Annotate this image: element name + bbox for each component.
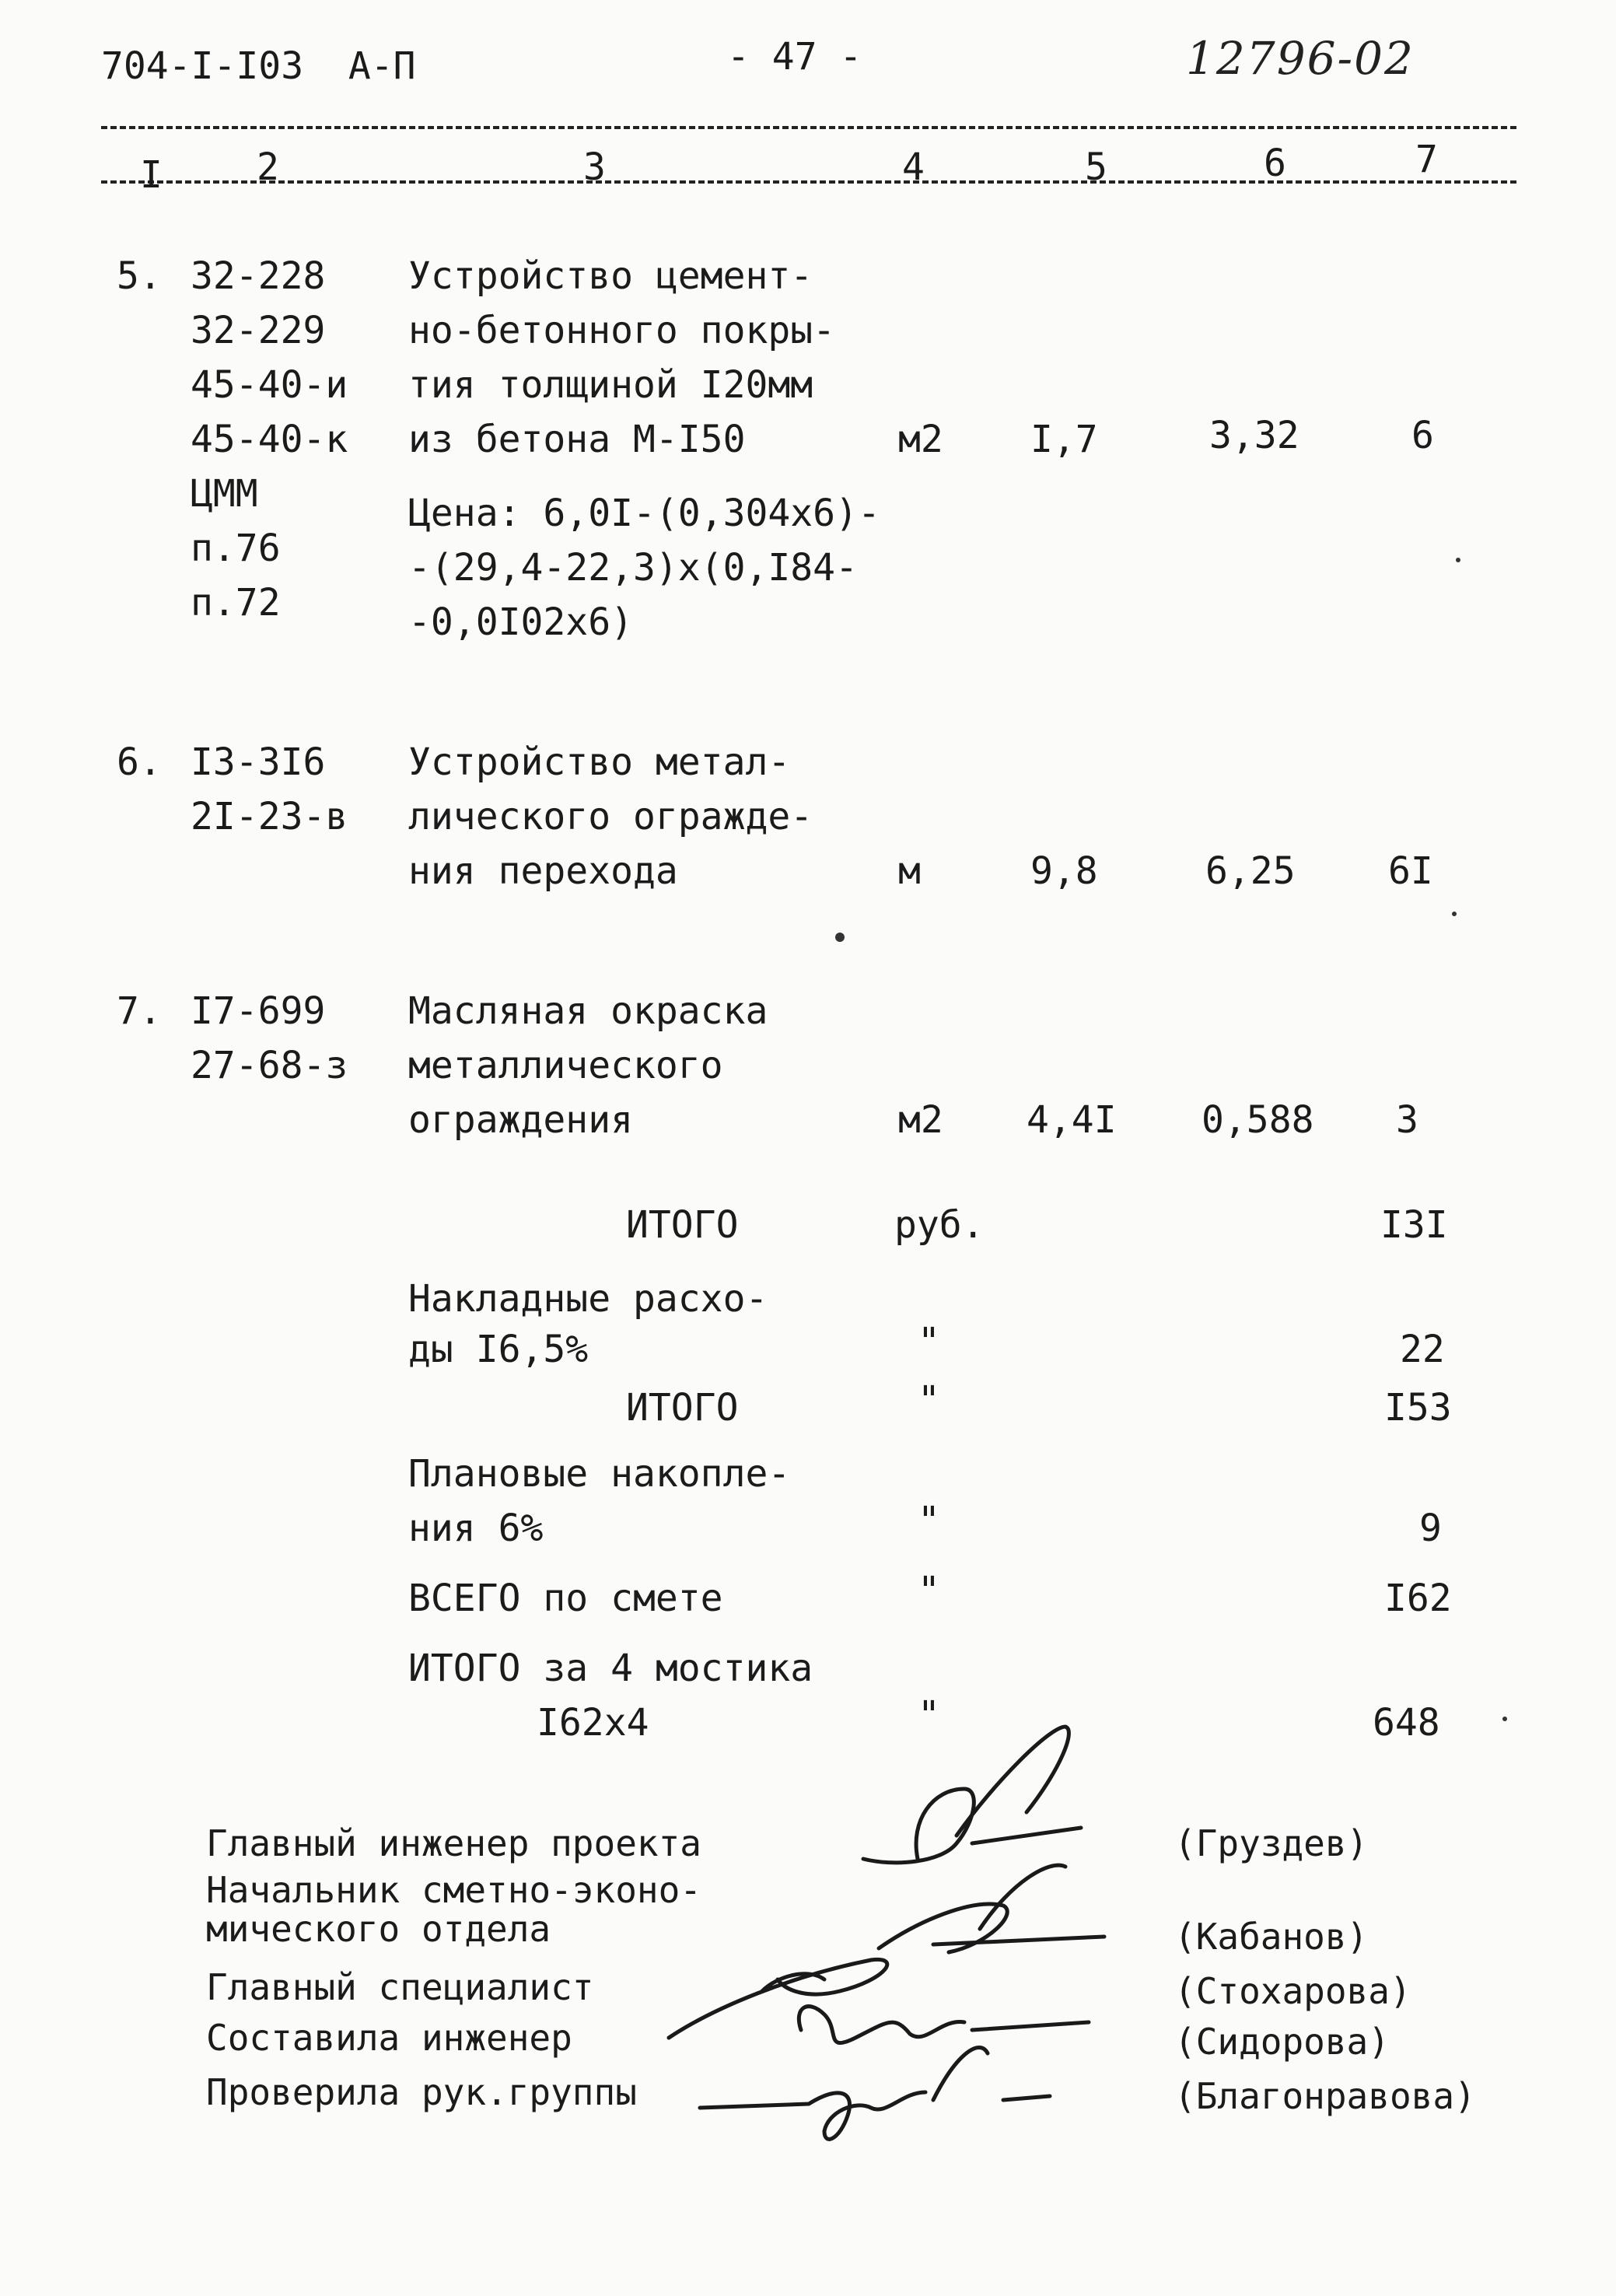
row-number: 7. xyxy=(117,989,162,1033)
four-bridges-label: ИТОГО за 4 мостика xyxy=(408,1647,813,1690)
row-code: п.72 xyxy=(191,581,281,625)
estimate-total-unit: " xyxy=(918,1569,940,1612)
row-code: 32-228 xyxy=(191,254,326,298)
overhead-label: ды I6,5% xyxy=(408,1328,589,1371)
column-header-7: 7 xyxy=(1415,138,1438,181)
column-header-1: I xyxy=(140,153,163,197)
four-bridges-unit: " xyxy=(918,1693,940,1737)
four-bridges-formula: I62х4 xyxy=(537,1701,649,1745)
row-unit: м2 xyxy=(898,1098,943,1142)
signature-name: (Груздев) xyxy=(1174,1822,1369,1864)
handwritten-registration-number: 12796-02 xyxy=(1186,32,1415,85)
row-quantity: 9,8 xyxy=(1030,849,1098,893)
subtotal-value: I3I xyxy=(1380,1203,1448,1247)
column-header-4: 4 xyxy=(902,145,925,189)
signature-name: (Сидорова) xyxy=(1174,2021,1390,2063)
signature-role: Начальник сметно-эконо- xyxy=(206,1869,701,1911)
column-header-6: 6 xyxy=(1264,142,1286,185)
row-code: I3-3I6 xyxy=(191,740,326,784)
price-calculation: -0,0I02х6) xyxy=(408,600,633,644)
row-unit-price: 3,32 xyxy=(1209,414,1299,457)
signature-role: Составила инженер xyxy=(206,2017,572,2059)
row-unit-price: 0,588 xyxy=(1202,1098,1314,1142)
row-total: 6I xyxy=(1388,849,1433,893)
row-total: 6 xyxy=(1411,414,1434,457)
planned-savings-label: Плановые накопле- xyxy=(408,1452,791,1496)
row-quantity: 4,4I xyxy=(1027,1098,1117,1142)
column-header-3: 3 xyxy=(583,145,606,189)
row-code: 27-68-з xyxy=(191,1044,348,1087)
row-number: 6. xyxy=(117,740,162,784)
row-code: п.76 xyxy=(191,527,281,570)
row-quantity: I,7 xyxy=(1030,418,1098,461)
planned-savings-unit: " xyxy=(918,1499,940,1542)
row-total: 3 xyxy=(1396,1098,1418,1142)
subtotal-unit: руб. xyxy=(894,1203,985,1247)
row-description: металлического xyxy=(408,1044,723,1087)
row-description: Устройство цемент- xyxy=(408,254,813,298)
price-calculation: Цена: 6,0I-(0,304х6)- xyxy=(408,492,880,535)
overhead-value: 22 xyxy=(1400,1328,1445,1371)
row-description: Масляная окраска xyxy=(408,989,768,1033)
signature-name: (Благонравова) xyxy=(1174,2075,1476,2117)
signature-role: Проверила рук.группы xyxy=(206,2071,637,2113)
planned-savings-value: 9 xyxy=(1419,1507,1442,1550)
header-rule-top xyxy=(101,126,1516,129)
estimate-total-value: I62 xyxy=(1384,1577,1452,1620)
document-code: 704-I-I03 А-П xyxy=(101,44,416,88)
price-calculation: -(29,4-22,3)х(0,I84- xyxy=(408,546,858,590)
header-rule-bottom xyxy=(101,180,1516,184)
row-unit: м xyxy=(898,849,921,893)
row-description: лического огражде- xyxy=(408,795,813,838)
row-code: 32-229 xyxy=(191,309,326,352)
signature-name: (Кабанов) xyxy=(1174,1916,1369,1958)
row-code: 2I-23-в xyxy=(191,795,348,838)
subtotal-2-value: I53 xyxy=(1384,1386,1452,1430)
page-number: - 47 - xyxy=(727,35,862,79)
row-unit-price: 6,25 xyxy=(1205,849,1296,893)
row-description: из бетона М-I50 xyxy=(408,418,746,461)
signature-role: мического отдела xyxy=(206,1908,551,1950)
row-description: тия толщиной I20мм xyxy=(408,363,813,407)
overhead-unit: " xyxy=(918,1320,940,1363)
row-code: ЦММ xyxy=(191,472,258,516)
signature-role: Главный инженер проекта xyxy=(206,1822,701,1864)
signature-role: Главный специалист xyxy=(206,1966,594,2008)
overhead-label: Накладные расхо- xyxy=(408,1277,768,1321)
column-header-2: 2 xyxy=(257,145,279,189)
signature-name: (Стохарова) xyxy=(1174,1970,1411,2012)
planned-savings-label: ния 6% xyxy=(408,1507,544,1550)
subtotal-2-unit: " xyxy=(918,1378,940,1422)
row-code: 45-40-и xyxy=(191,363,348,407)
row-code: 45-40-к xyxy=(191,418,348,461)
row-description: ограждения xyxy=(408,1098,633,1142)
four-bridges-value: 648 xyxy=(1373,1701,1440,1745)
row-number: 5. xyxy=(117,254,162,298)
subtotal-label: ИТОГО xyxy=(626,1203,739,1247)
row-code: I7-699 xyxy=(191,989,326,1033)
row-description: но-бетонного покры- xyxy=(408,309,836,352)
row-description: ния перехода xyxy=(408,849,678,893)
estimate-total-label: ВСЕГО по смете xyxy=(408,1577,723,1620)
subtotal-2-label: ИТОГО xyxy=(626,1386,739,1430)
row-unit: м2 xyxy=(898,418,943,461)
column-header-5: 5 xyxy=(1085,145,1107,189)
row-description: Устройство метал- xyxy=(408,740,791,784)
